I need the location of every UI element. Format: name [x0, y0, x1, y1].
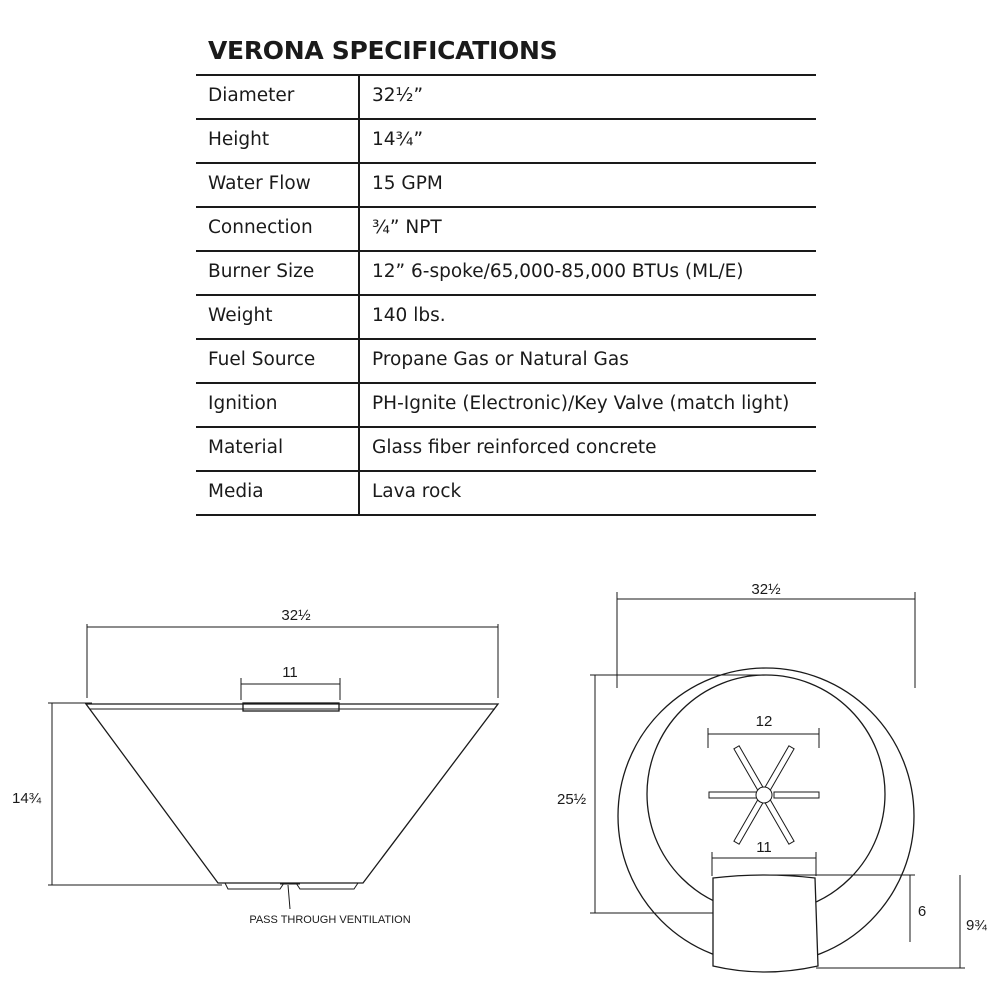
side-spillway-label: 11	[282, 664, 298, 681]
top-spillway-label: 11	[756, 839, 772, 856]
spec-label: Ignition	[196, 383, 359, 427]
side-view	[48, 624, 498, 909]
spec-label: Material	[196, 427, 359, 471]
spec-value: 140 lbs.	[372, 305, 446, 326]
burner-spoke	[734, 799, 764, 844]
spec-label: Diameter	[196, 75, 359, 119]
bowl-foot	[225, 883, 284, 889]
spec-value: 15 GPM	[372, 173, 443, 194]
spec-label: Weight	[196, 295, 359, 339]
burner-hub	[756, 787, 772, 803]
leader-line	[288, 885, 290, 909]
spec-value: ¾” NPT	[372, 217, 442, 238]
burner-spoke	[764, 799, 794, 844]
spillway-notch	[713, 875, 818, 972]
spec-value: Propane Gas or Natural Gas	[372, 349, 629, 370]
spec-label: Connection	[196, 207, 359, 251]
spec-value: PH-Ignite (Electronic)/Key Valve (match light)	[372, 393, 790, 414]
burner	[709, 746, 819, 844]
spec-title: VERONA SPECIFICATIONS	[208, 36, 558, 65]
spec-value: Lava rock	[372, 481, 462, 502]
spec-label: Fuel Source	[196, 339, 359, 383]
spillway-total-label: 9¾	[966, 917, 987, 934]
top-view	[590, 592, 965, 972]
burner-size-label: 12	[755, 713, 773, 730]
spec-value: 14¾”	[372, 129, 424, 150]
spec-value: 32½”	[372, 85, 424, 106]
spec-value: 12” 6-spoke/65,000-85,000 BTUs (ML/E)	[372, 261, 744, 282]
top-depth-label: 25½	[557, 791, 587, 808]
side-height-label: 14¾	[12, 790, 42, 807]
bowl-foot	[296, 883, 358, 889]
burner-spoke	[709, 792, 758, 798]
burner-spoke	[734, 746, 764, 791]
spillway-depth-label: 6	[917, 903, 927, 920]
spec-label: Media	[196, 471, 359, 515]
ventilation-note: PASS THROUGH VENTILATION	[249, 914, 411, 926]
spec-value: Glass fiber reinforced concrete	[372, 437, 657, 458]
spec-label: Burner Size	[196, 251, 359, 295]
spec-label: Water Flow	[196, 163, 359, 207]
bowl-profile	[86, 704, 498, 883]
spec-label: Height	[196, 119, 359, 163]
side-diameter-label: 32½	[281, 607, 311, 624]
top-diameter-label: 32½	[751, 581, 781, 598]
burner-spoke	[774, 792, 819, 798]
burner-spoke	[764, 746, 794, 791]
